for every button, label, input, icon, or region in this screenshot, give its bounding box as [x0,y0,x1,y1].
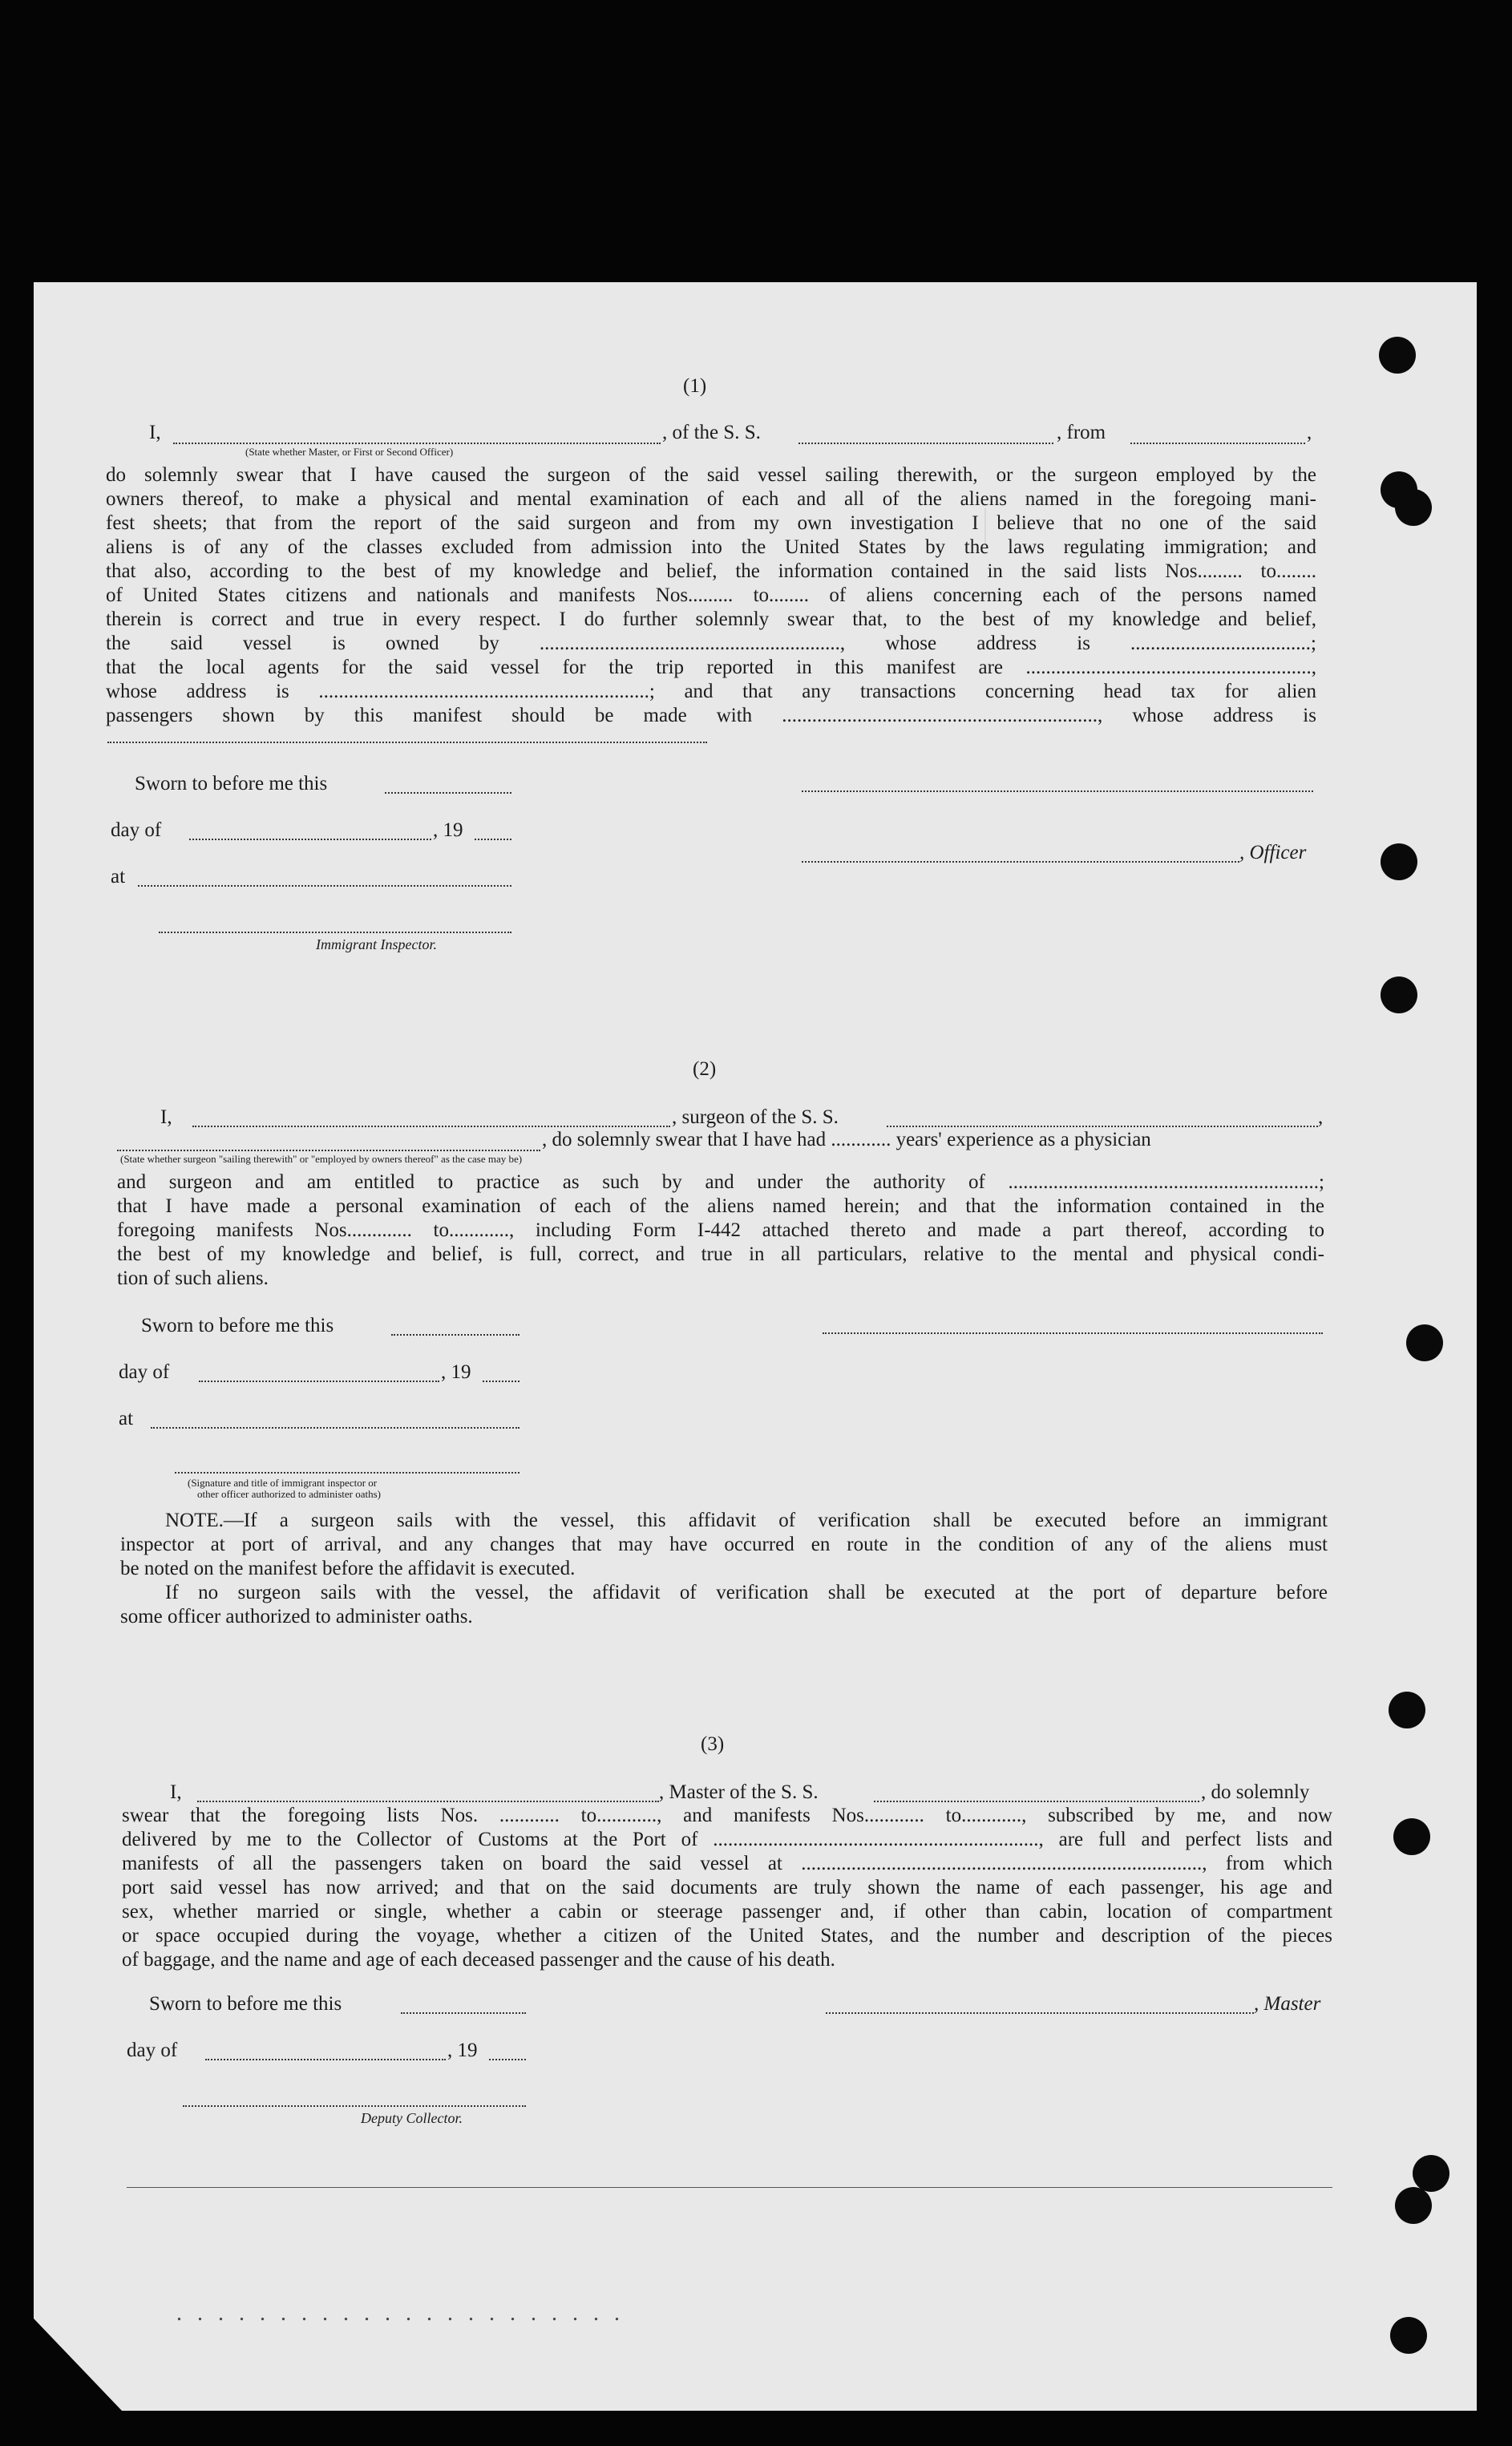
section-2-surgeon-hint: (State whether surgeon "sailing therewith" or "employed by owners thereof" as the case may be) [120,1153,523,1165]
section-3-sworn: Sworn to before me this [149,1993,342,2015]
oath-line: delivered by me to the Collector of Customs at the Port of ................................................................., are full and perfect lists and [122,1829,1332,1850]
bottom-divider [127,2187,1332,2188]
section-2-year-field[interactable] [483,1381,519,1382]
place-field[interactable] [138,885,511,887]
punch-hole-icon [1395,489,1432,526]
section-2-sworn-date-field[interactable] [391,1334,519,1336]
section-3-year: , 19 [447,2040,478,2061]
inspector-signature-line[interactable] [159,932,511,933]
section-1-from: , from [1057,422,1106,443]
section-3-number: (3) [701,1733,725,1755]
section-3-i: I, [170,1781,182,1803]
section-1-comma: , [1307,422,1312,443]
surgeon-name-field[interactable] [192,1126,670,1127]
punch-hole-icon [1395,2187,1432,2224]
oath-line: aliens is of any of the classes excluded from admission into the United States by the laws regulating immigration; and [106,536,1316,558]
section-3-year-field[interactable] [489,2059,526,2060]
vessel-name-field[interactable] [798,443,1053,444]
section-1-sworn: Sworn to before me this [135,773,328,794]
section-3-vessel-field[interactable] [874,1801,1199,1802]
section-2-day-of: day of [119,1361,170,1383]
oath-line: that also, according to the best of my knowledge and belief, the information contained in the said lists Nos......... to........ [106,560,1316,582]
section-2-oath-text [117,1170,1324,1291]
whose-address-field[interactable] [107,742,707,743]
section-3-oath-text [122,1804,1332,1972]
note-line: If no surgeon sails with the vessel, the affidavit of verification shall be executed at the port of departure before [165,1582,1328,1603]
section-1-officer: , Officer [1239,842,1307,863]
section-2-signature-line[interactable] [175,1472,519,1474]
section-3-day-field[interactable] [205,2059,446,2060]
section-2-place-field[interactable] [151,1427,519,1429]
punch-hole-icon [1393,1818,1430,1855]
oath-line: foregoing manifests Nos............. to............, including Form I-442 attached thereto and made a part thereof, according to [117,1219,1324,1241]
oath-line: manifests of all the passengers taken on board the said vessel at ................................................................................, from which [122,1853,1332,1874]
section-1-of-ss: , of the S. S. [662,422,761,443]
collector-signature-line[interactable] [183,2105,526,2107]
section-3-day-of: day of [127,2040,178,2061]
note-line: some officer authorized to administer oaths. [120,1606,473,1627]
section-2-surgeon-of: , surgeon of the S. S. [672,1106,839,1128]
section-2-line-2: , do solemnly swear that I have had ............ years' experience as a physician [542,1129,1151,1150]
oath-line: the said vessel is owned by ............................................................, whose address is ....................................; [106,633,1316,654]
oath-line: fest sheets; that from the report of the said surgeon and from my own investigation I believe that no one of the said [106,512,1316,534]
section-1-at: at [111,866,126,887]
note-line: be noted on the manifest before the affidavit is executed. [120,1558,576,1579]
oath-line: of United States citizens and nationals and manifests Nos......... to........ of aliens concerning each of the persons named [106,584,1316,606]
from-port-field[interactable] [1130,443,1305,444]
oath-line: and surgeon and am entitled to practice as such by and under the authority of ..............................................................; [117,1171,1324,1193]
sworn-date-field[interactable] [385,792,511,794]
oath-line: the best of my knowledge and belief, is full, correct, and true in all particulars, relative to the mental and physical condi- [117,1243,1324,1265]
oath-line: tion of such aliens. [117,1267,269,1289]
oath-line: port said vessel has now arrived; and that on the said documents are truly shown the name of each passenger, his age and [122,1877,1332,1898]
section-2-year: , 19 [441,1361,471,1383]
surgeon-status-field[interactable] [117,1150,540,1151]
section-2-i: I, [160,1106,172,1128]
oath-line: or space occupied during the voyage, whether a citizen of the United States, and the number and description of the pieces [122,1925,1332,1947]
section-3-master-of: , Master of the S. S. [659,1781,819,1803]
oath-line: passengers shown by this manifest should be made with ..............................................................., whose address is [106,705,1316,726]
faint-bleed-through: . . . . . . . . . . . . . . . . . . . . . . [176,2301,625,2326]
oath-line: do solemnly swear that I have caused the surgeon of the said vessel sailing therewith, or the surgeon employed by the [106,464,1316,486]
master-name-field[interactable] [173,443,661,444]
section-2-comma: , [1318,1106,1324,1128]
punch-hole-icon [1390,2317,1427,2354]
master-signature-line[interactable] [826,2012,1254,2014]
section-3-master-field[interactable] [197,1801,659,1802]
section-3-do-solemnly: , do solemnly [1201,1781,1310,1803]
punch-hole-icon [1389,1692,1425,1728]
surgeon-signature-line[interactable] [823,1332,1323,1334]
punch-hole-icon [1381,843,1417,880]
section-2-at: at [119,1408,134,1429]
punch-hole-icon [1413,2155,1449,2192]
day-field[interactable] [189,839,431,840]
section-1-day-of: day of [111,819,162,841]
punch-hole-icon [1381,976,1417,1013]
oath-line: that the local agents for the said vessel for the trip reported in this manifest are ........................................................., [106,657,1316,678]
section-2-sig-hint-1: (Signature and title of immigrant inspector or [188,1477,378,1489]
section-1-officer-hint: (State whether Master, or First or Second Officer) [245,446,454,458]
section-1-year: , 19 [433,819,463,841]
oath-line: swear that the foregoing lists Nos. ............ to............, and manifests Nos............ to............, subscribed by me, and now [122,1805,1332,1826]
section-1-i: I, [149,422,161,443]
section-1-number: (1) [683,375,707,397]
section-1-oath-text [106,463,1316,728]
oath-line: whose address is ..................................................................; and that any transactions concerning head tax for alien [106,681,1316,702]
year-field[interactable] [475,839,511,840]
oath-line: of baggage, and the name and age of each deceased passenger and the cause of his death. [122,1949,835,1971]
section-2-day-field[interactable] [199,1381,439,1382]
section-2-sig-hint-2: other officer authorized to administer oaths) [197,1488,381,1500]
punch-hole-icon [1406,1324,1443,1361]
section-2-vessel-field[interactable] [887,1126,1318,1127]
oath-line: owners thereof, to make a physical and mental examination of each and all of the aliens named in the foregoing mani- [106,488,1316,510]
section-3-collector-title: Deputy Collector. [361,2110,463,2126]
officer-signature-line[interactable] [802,790,1313,792]
oath-line: that I have made a personal examination of each of the aliens named herein; and that the information contained in the [117,1195,1324,1217]
note-line: NOTE.—If a surgeon sails with the vessel, this affidavit of verification shall be executed before an immigrant [165,1510,1328,1531]
note-line: inspector at port of arrival, and any changes that may have occurred en route in the condition of any of the aliens must [120,1534,1328,1555]
section-3-sworn-date-field[interactable] [401,2012,526,2014]
punch-hole-icon [1379,337,1416,374]
section-2-sworn: Sworn to before me this [141,1315,334,1336]
officer-name-line[interactable] [802,861,1239,863]
oath-line: therein is correct and true in every respect. I do further solemnly swear that, to the best of my knowledge and belief, [106,608,1316,630]
oath-line: sex, whether married or single, whether a cabin or steerage passenger and, if other than cabin, location of compartment [122,1901,1332,1922]
note-text [120,1509,1328,1629]
section-2-number: (2) [693,1058,717,1080]
section-3-master: , Master [1254,1993,1321,2015]
section-1-inspector-title: Immigrant Inspector. [316,936,437,952]
